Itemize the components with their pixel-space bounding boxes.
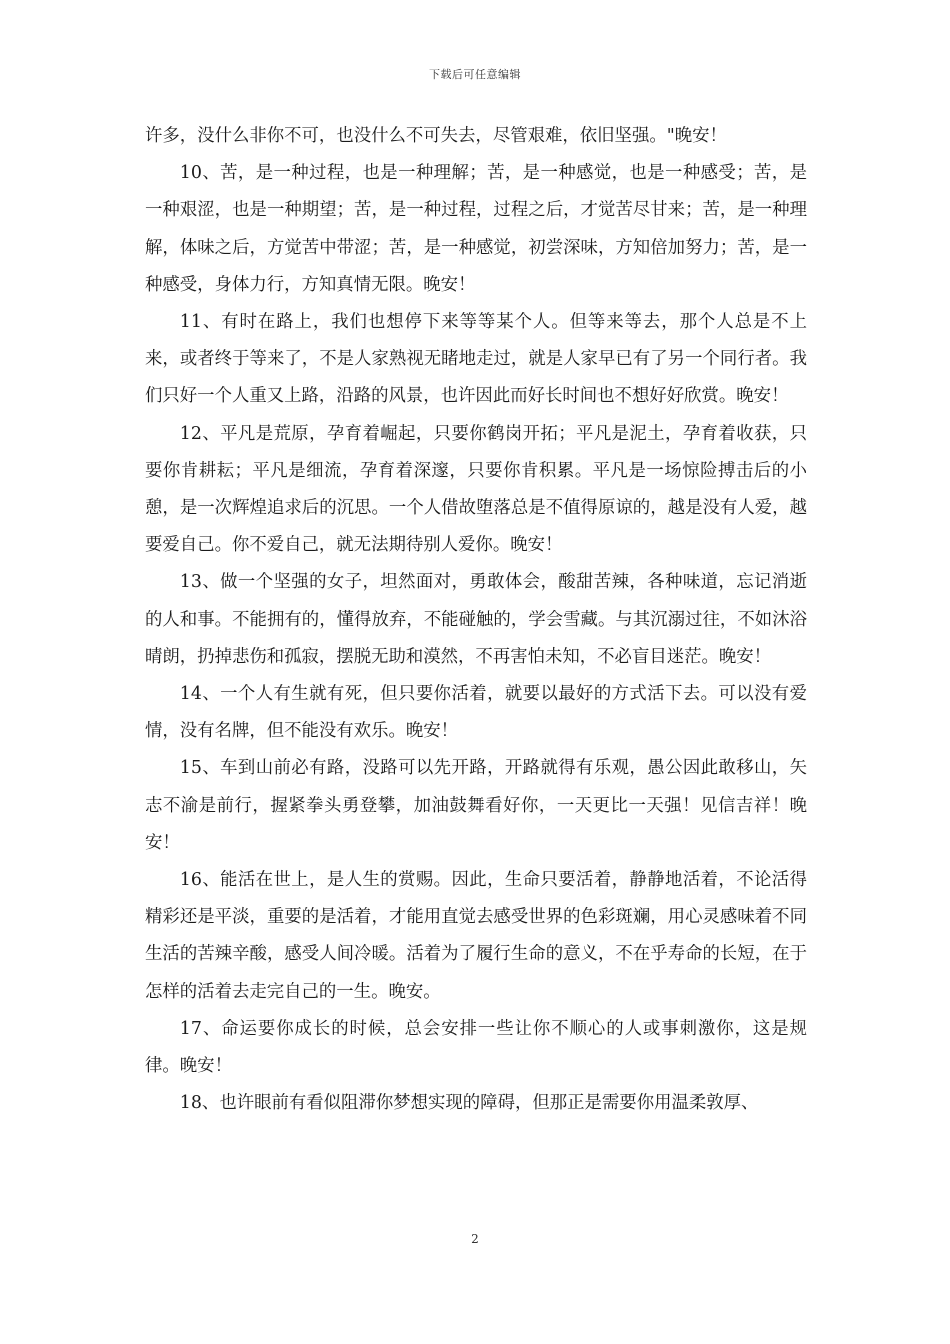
paragraph-15: 15、车到山前必有路，没路可以先开路，开路就得有乐观，愚公因此敢移山，矢志不渝是前行，握紧拳头勇登攀，加油鼓舞看好你，一天更比一天强！见信吉祥！晚安！ — [145, 758, 807, 853]
paragraph-13: 13、做一个坚强的女子，坦然面对，勇敢体会，酸甜苦辣，各种味道，忘记消逝的人和事。不能拥有的，懂得放弃，不能碰触的，学会雪藏。与其沉溺过往，不如沐浴晴朗，扔掉悲伤和孤寂，摆脱无助和漠然，不再害怕未知，不必盲目迷茫。晚安！ — [145, 572, 807, 667]
paragraph-17: 17、命运要你成长的时候，总会安排一些让你不顺心的人或事刺激你，这是规律。晚安！ — [145, 1018, 807, 1077]
paragraph-11: 11、有时在路上，我们也想停下来等等某个人。但等来等去，那个人总是不上来，或者终于等来了，不是人家熟视无睹地走过，就是人家早已有了另一个同行者。我们只好一个人重又上路，沿路的风景，也许因此而好长时间也不想好好欣赏。晚安！ — [145, 312, 807, 407]
page-number: 2 — [471, 1232, 479, 1246]
paragraph-continuation: 许多，没什么非你不可，也没什么不可失去，尽管艰难，依旧坚强。"晚安！ — [145, 126, 727, 146]
paragraph-10: 10、苦，是一种过程，也是一种理解；苦，是一种感觉，也是一种感受；苦，是一种艰涩，也是一种期望；苦，是一种过程，过程之后，才觉苦尽甘来；苦，是一种理解，体味之后，方觉苦中带涩；苦，是一种感觉，初尝深味，方知倍加努力；苦，是一种感受，身体力行，方知真情无限。晚安！ — [145, 163, 807, 295]
paragraph-14: 14、一个人有生就有死，但只要你活着，就要以最好的方式活下去。可以没有爱情，没有名牌，但不能没有欢乐。晚安！ — [145, 684, 807, 742]
page-header: 下载后可任意编辑 — [429, 68, 521, 81]
document-body — [145, 118, 807, 1122]
paragraph-16: 16、能活在世上，是人生的赏赐。因此，生命只要活着，静静地活着，不论活得精彩还是平淡，重要的是活着，才能用直觉去感受世界的色彩斑斓，用心灵感味着不同生活的苦辣辛酸，感受人间冷暖。活着为了履行生命的意义，不在乎寿命的长短，在于怎样的活着去走完自己的一生。晚安。 — [145, 870, 807, 1002]
paragraph-12: 12、平凡是荒原，孕育着崛起，只要你鹤岗开拓；平凡是泥土，孕育着收获，只要你肯耕耘；平凡是细流，孕育着深邃，只要你肯积累。平凡是一场惊险搏击后的小憩，是一次辉煌追求后的沉思。一个人借故堕落总是不值得原谅的，越是没有人爱，越要爱自己。你不爱自己，就无法期待别人爱你。晚安！ — [145, 423, 807, 556]
paragraph-18: 18、也许眼前有看似阻滞你梦想实现的障碍，但那正是需要你用温柔敦厚、 — [179, 1093, 759, 1114]
